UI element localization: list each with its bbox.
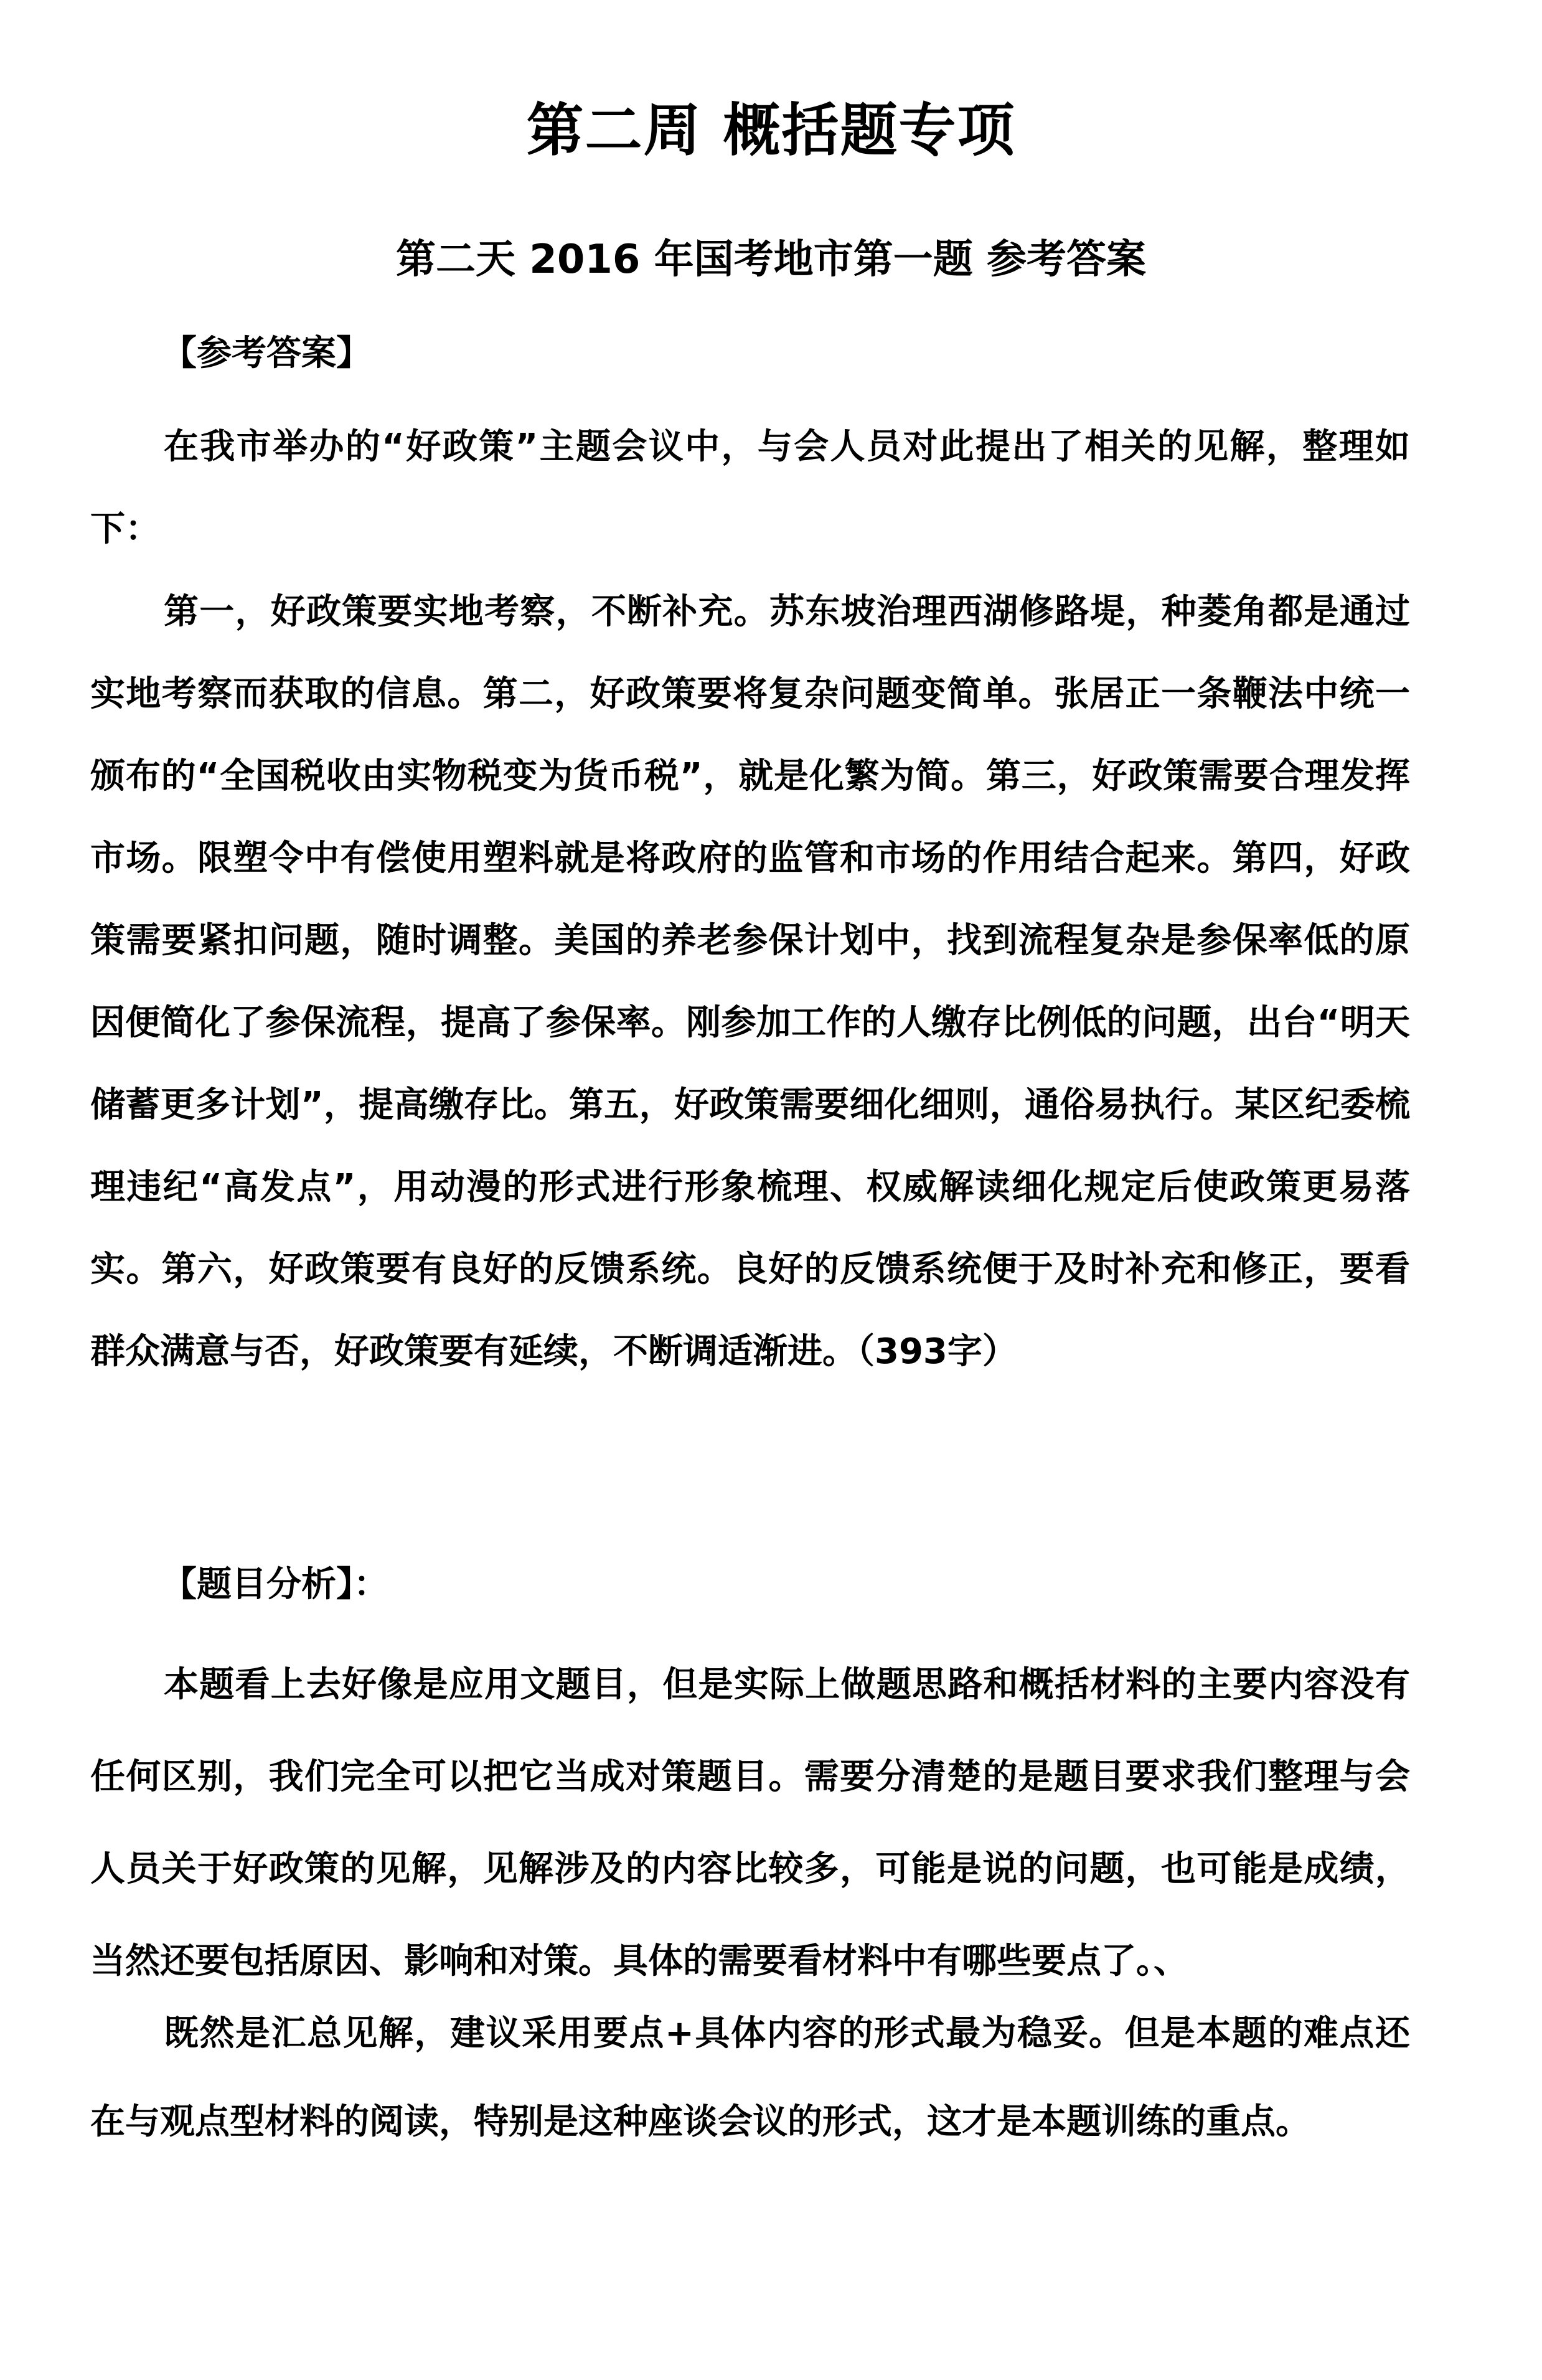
answer-section-label: 【参考答案】 [162, 333, 371, 374]
analysis-section-label: 【题目分析】： [162, 1564, 388, 1605]
analysis-paragraph-2: 既然是汇总见解，建议采用要点+具体内容的形式最为稳妥。但是本题的难点还在与观点型材料的阅读，特别是这种座谈会议的形式，这才是本题训练的重点。 [90, 2013, 1410, 2142]
answer-body-paragraph: 第一，好政策要实地考察，不断补充。苏东坡治理西湖修路堤，种菱角都是通过实地考察而获取的信息。第二，好政策要将复杂问题变简单。张居正一条鞭法中统一颁布的“全国税收由实物税变为货币税”，就是化繁为简。第三，好政策需要合理发挥市场。限塑令中有偿使用塑料就是将政府的监管和市场的作用结合起来。第四，好政策需要紧扣问题，随时调整。美国的养老参保计划中，找到流程复杂是参保率低的原因便简化了参保流程，提高了参保率。刚参加工作的人缴存比例低的问题，出台“明天储蓄更多计划”，提高缴存比。第五，好政策需要细化细则，通俗易执行。某区纪委梳理违纪“高发点”，用动漫的形式进行形象梳理、权威解读细化规定后使政策更易落实。第六，好政策要有良好的反馈系统。良好的反馈系统便于及时补充和修正，要看群众满意与否，好政策要有延续，不断调适渐进。（393字） [90, 592, 1410, 1372]
document-subtitle: 第二天 2016 年国考地市第一题 参考答案 [396, 237, 1146, 283]
analysis-paragraph-1: 本题看上去好像是应用文题目，但是实际上做题思路和概括材料的主要内容没有任何区别，我们完全可以把它当成对策题目。需要分清楚的是题目要求我们整理与会人员关于好政策的见解，见解涉及的内容比较多，可能是说的问题，也可能是成绩，当然还要包括原因、影响和对策。具体的需要看材料中有哪些要点了。、 [90, 1665, 1410, 1981]
answer-intro-paragraph: 在我市举办的“好政策”主题会议中，与会人员对此提出了相关的见解，整理如下： [90, 427, 1410, 549]
document-title: 第二周 概括题专项 [526, 97, 1016, 164]
